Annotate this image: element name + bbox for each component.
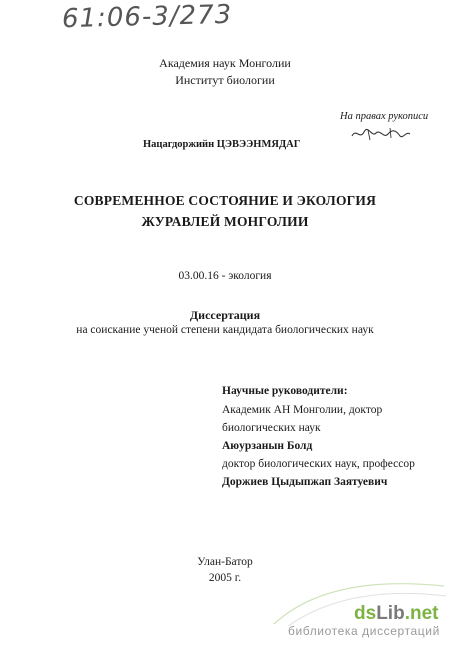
archive-code-handwritten: 61:06-3/273: [61, 0, 233, 35]
dissertation-description: на соискание ученой степени кандидата биологических наук: [76, 324, 374, 336]
watermark-logo-lib: Lib: [376, 603, 405, 624]
publication-year: 2005 г.: [208, 572, 242, 584]
watermark-logo-net: .net: [404, 603, 439, 624]
signature-handwritten: [350, 124, 412, 144]
manuscript-rights-note: На правах рукописи: [340, 111, 429, 122]
watermark-logo-ds: ds: [354, 603, 377, 624]
dissertation-label: Диссертация: [189, 308, 261, 322]
supervisor-1-title-line1: Академик АН Монголии, доктор: [222, 404, 383, 416]
organization-institute: Институт биологии: [175, 73, 275, 87]
watermark-logo[interactable]: [354, 603, 438, 625]
dissertation-title: [0, 190, 450, 232]
organization-academy: Академия наук Монголии: [159, 56, 291, 70]
author-name: Нацагдоржийн ЦЭВЭЭНМЯДАГ: [143, 139, 301, 150]
title-line-2: ЖУРАВЛЕЙ МОНГОЛИИ: [141, 214, 309, 229]
supervisor-1-name: [222, 437, 312, 455]
watermark-subtitle: библиотека диссертаций: [288, 624, 440, 638]
supervisors-heading: [222, 382, 348, 400]
supervisor-1-title-line2: биологических наук: [222, 422, 321, 434]
supervisors-heading-text: Научные руководители:: [222, 385, 348, 397]
specialty-code: 03.00.16 - экология: [178, 270, 272, 282]
supervisor-2-title: доктор биологических наук, профессор: [222, 458, 415, 470]
place-city: Улан-Батор: [197, 556, 253, 568]
supervisor-2-name: [222, 473, 387, 491]
supervisor-2-name-text: Доржиев Цыдыпжап Заятуевич: [222, 476, 388, 488]
supervisor-1-name-text: Аюурзанын Болд: [222, 440, 313, 452]
title-line-1: СОВРЕМЕННОЕ СОСТОЯНИЕ И ЭКОЛОГИЯ: [73, 193, 377, 208]
